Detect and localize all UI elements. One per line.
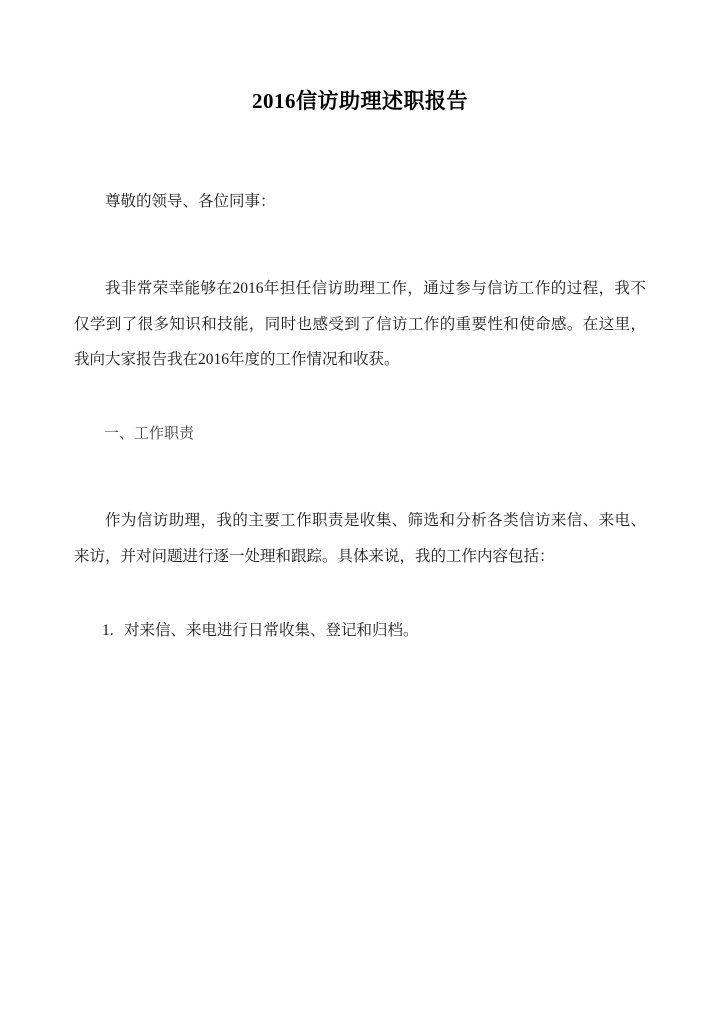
list-item-label: 对来信、来电进行日常收集、登记和归档。 <box>124 622 419 640</box>
list-item <box>102 614 646 648</box>
section-one-paragraph: 作为信访助理，我的主要工作职责是收集、筛选和分析各类信访来信、来电、来访，并对问题进行逐一处理和跟踪。具体来说，我的工作内容包括： <box>74 512 646 565</box>
spacer <box>74 219 646 271</box>
spacer <box>74 118 646 184</box>
salutation-paragraph: 尊敬的领导、各位同事： <box>105 192 276 210</box>
spacer <box>74 378 646 418</box>
duties-list <box>74 614 646 648</box>
page-title: 2016信访助理述职报告 <box>252 89 468 113</box>
intro-paragraph: 我非常荣幸能够在2016年担任信访助理工作，通过参与信访工作的过程，我不仅学到了很多知识和技能，同时也感受到了信访工作的重要性和使命感。在这里，我向大家报告我在2016年度的工作情况和收获。 <box>74 280 646 369</box>
section-heading-one: 一、工作职责 <box>104 426 195 443</box>
spacer <box>74 574 646 614</box>
list-item-number: 1. <box>102 622 114 640</box>
spacer <box>74 451 646 503</box>
